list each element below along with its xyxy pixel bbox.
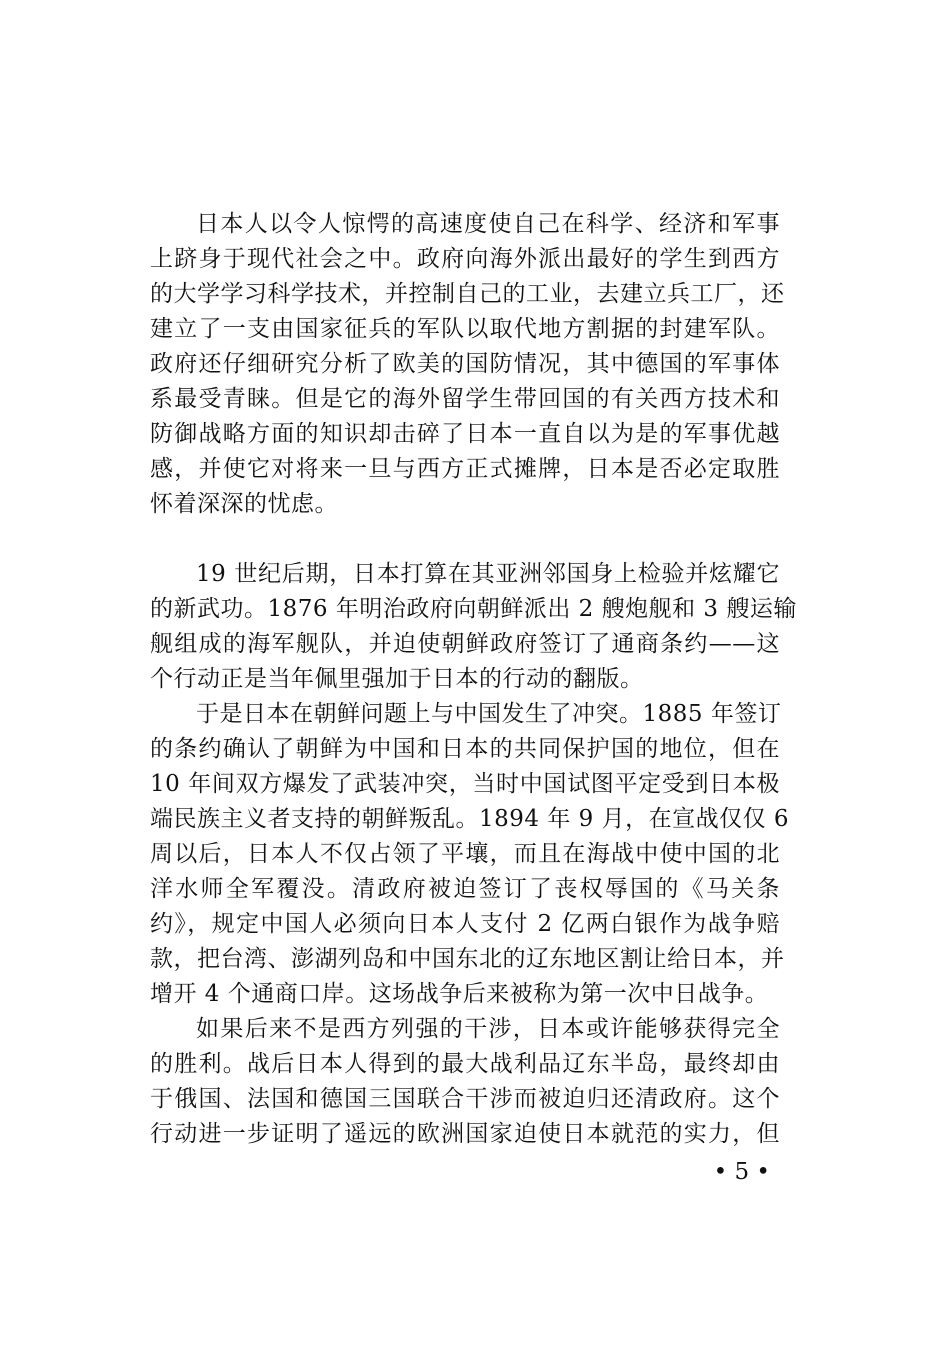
text-line: 19 世纪后期，日本打算在其亚洲邻国身上检验并炫耀它 [196,561,780,587]
text-line: 端民族主义者支持的朝鲜叛乱。1894 年 9 月，在宣战仅仅 6 [150,806,790,832]
text-line: 增开 4 个通商口岸。这场战争后来被称为第一次中日战争。 [150,981,769,1007]
text-line: 的大学学习科学技术，并控制自己的工业，去建立兵工厂，还 [150,281,785,307]
text-line: 于是日本在朝鲜问题上与中国发生了冲突。1885 年签订 [196,701,782,727]
text-line: 政府还仔细研究分析了欧美的国防情况，其中德国的军事体 [150,351,780,377]
text-line: 怀着深深的忧虑。 [150,491,338,517]
page-number: • 5 • [713,1159,770,1185]
text-line: 上跻身于现代社会之中。政府向海外派出最好的学生到西方 [150,246,780,272]
text-line: 的条约确认了朝鲜为中国和日本的共同保护国的地位，但在 [150,736,780,762]
text-line: 周以后，日本人不仅占领了平壤，而且在海战中使中国的北 [150,841,780,867]
text-line: 10 年间双方爆发了武装冲突，当时中国试图平定受到日本极 [150,771,780,797]
text-line: 个行动正是当年佩里强加于日本的行动的翻版。 [150,666,644,692]
text-line: 洋水师全军覆没。清政府被迫签订了丧权辱国的《马关条 [150,876,780,902]
text-line: 的胜利。战后日本人得到的最大战利品辽东半岛，最终却由 [150,1051,780,1077]
text-line: 感，并使它对将来一旦与西方正式摊牌，日本是否必定取胜 [150,456,780,482]
text-line: 的新武功。1876 年明治政府向朝鲜派出 2 艘炮舰和 3 艘运输 [150,596,797,622]
text-line: 舰组成的海军舰队，并迫使朝鲜政府签订了通商条约——这 [150,631,780,657]
text-line: 系最受青睐。但是它的海外留学生带回国的有关西方技术和 [150,386,780,412]
text-line: 如果后来不是西方列强的干涉，日本或许能够获得完全 [196,1016,780,1042]
text-line: 防御战略方面的知识却击碎了日本一直自以为是的军事优越 [150,421,780,447]
text-line: 行动进一步证明了遥远的欧洲国家迫使日本就范的实力，但 [150,1121,780,1147]
text-line: 约》，规定中国人必须向日本人支付 2 亿两白银作为战争赔 [150,911,780,937]
text-line: 于俄国、法国和德国三国联合干涉而被迫归还清政府。这个 [150,1086,780,1112]
text-line: 日本人以令人惊愕的高速度使自己在科学、经济和军事 [196,211,780,237]
text-line: 建立了一支由国家征兵的军队以取代地方割据的封建军队。 [150,316,780,342]
text-line: 款，把台湾、澎湖列岛和中国东北的辽东地区割让给日本，并 [150,946,785,972]
